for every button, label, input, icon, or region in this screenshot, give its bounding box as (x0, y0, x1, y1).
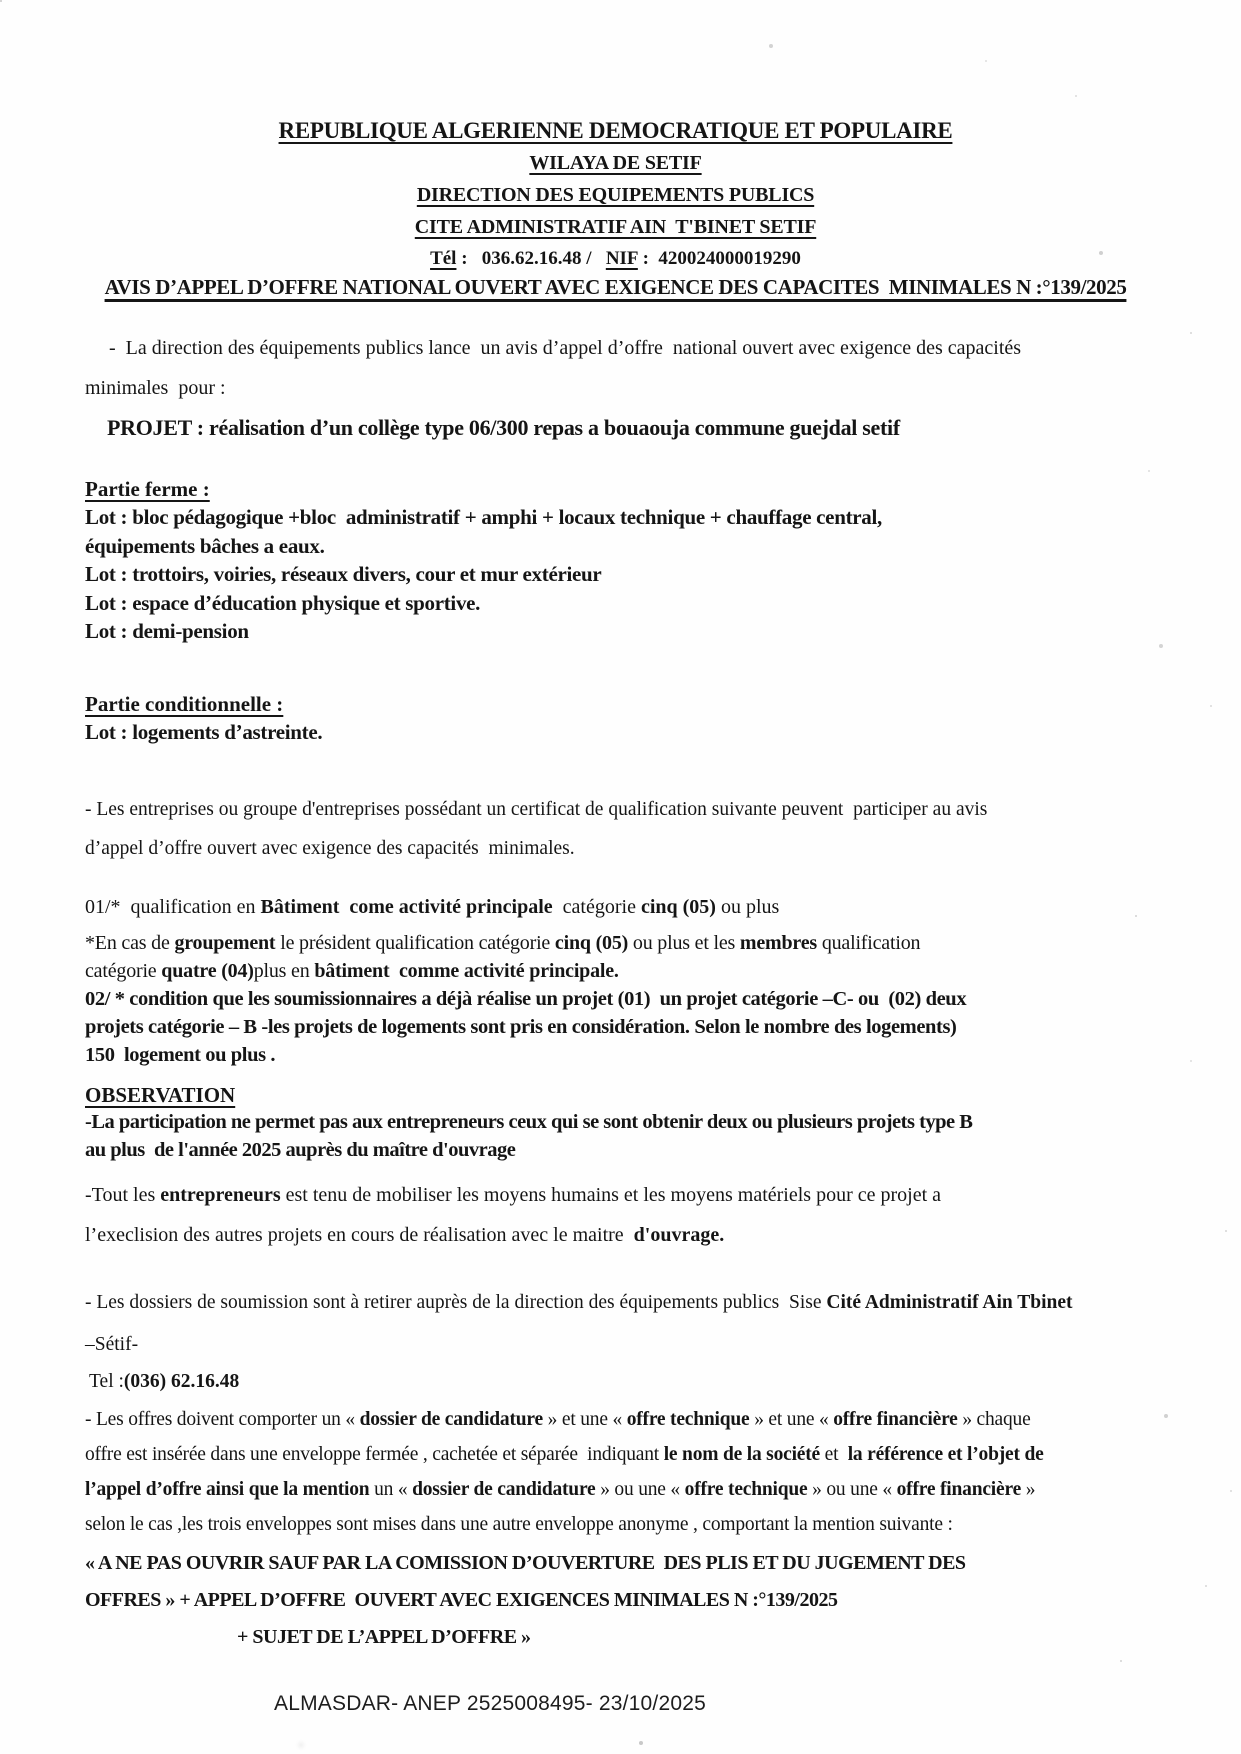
partie-conditionnelle-label: Partie conditionnelle : (85, 691, 284, 716)
condition-02-paragraph (85, 985, 1146, 1069)
offres-l3r4: » (1021, 1479, 1036, 1500)
scan-noise-speckles (0, 0, 2, 2)
qualif1-prefix: 01/* qualification en (85, 896, 261, 918)
mention-line-1: « A NE PAS OUVRIR SAUF PAR LA COMISSION D’OUVERTURE DES PLIS ET DU JUGEMENT DES (85, 1552, 966, 1574)
observation-heading (85, 1082, 1146, 1108)
groupement-paragraph (85, 929, 1146, 985)
nif-label: NIF (605, 248, 638, 269)
mobilisation-l2b1: d'ouvrage. (633, 1224, 725, 1246)
tel2-prefix: Tel : (89, 1371, 124, 1392)
mobilisation-r2: est tenu de mobiliser les moyens humains et les moyens matériels pour ce projet a (280, 1184, 942, 1206)
lot-demi-pension: Lot : demi-pension (85, 619, 249, 643)
qualif1-suffix: ou plus (715, 896, 780, 918)
qualif1-batiment: Bâtiment come activité principale (260, 896, 553, 918)
offres-l1r2: » et une « (542, 1409, 627, 1430)
mobilisation-b1: entrepreneurs (160, 1184, 281, 1206)
tel-line (85, 1366, 1146, 1397)
offres-line-2 (85, 1437, 1146, 1472)
partie-ferme-heading (85, 476, 1146, 503)
groupement-b4: quatre (04) (161, 960, 254, 982)
mobilisation-r1: -Tout les (85, 1184, 161, 1206)
offres-l1r1: - Les offres doivent comporter un « (85, 1409, 360, 1430)
partie-ferme-lots (85, 503, 1146, 646)
envelope-mention (85, 1545, 1146, 1656)
lot-pedagogique-line-2: équipements bâches a eaux. (85, 533, 325, 558)
offres-l2b2: la référence et l’objet de (847, 1444, 1044, 1465)
groupement-b3: membres (739, 932, 818, 954)
partie-conditionnelle-heading (85, 691, 1146, 718)
tel-value: : 036.62.16.48 / (456, 248, 606, 269)
offres-l2r2: et (820, 1444, 848, 1465)
condition-02-line-3: 150 logement ou plus . (85, 1044, 276, 1066)
footer-credit: ALMASDAR- ANEP 2525008495- 23/10/2025 (274, 1692, 706, 1715)
offres-l3r2: » ou une « (595, 1479, 685, 1500)
groupement-b5: bâtiment comme activité principale. (314, 960, 619, 982)
lot-pedagogique-line-1: Lot : bloc pédagogique +bloc administratif + amphi + locaux technique + chauffage central, (85, 505, 882, 529)
offres-l1b3: offre financière (833, 1409, 958, 1430)
entreprises-paragraph (85, 790, 1146, 868)
intro-paragraph (85, 328, 1146, 408)
mobilisation-line-1 (85, 1175, 1146, 1215)
dossiers-address-bold: Cité Administratif Ain Tbinet (826, 1292, 1073, 1313)
offres-l3b3: offre technique (684, 1479, 808, 1500)
tel-label: Tél (430, 248, 457, 269)
groupement-r3: ou plus et les (628, 932, 740, 954)
offres-l1b1: dossier de candidature (359, 1409, 543, 1430)
setif-line: –Sétif- (85, 1334, 139, 1355)
offres-l3r1: un « (369, 1479, 413, 1500)
offres-l3b2: dossier de candidature (412, 1479, 596, 1500)
participation-line-1: -La participation ne permet pas aux entrepreneurs ceux qui se sont obtenir deux ou plusieurs projets type B (85, 1111, 973, 1133)
offres-l2b1: le nom de la société (663, 1444, 820, 1465)
entreprises-line-2: d’appel d’offre ouvert avec exigence des capacités minimales. (85, 838, 575, 859)
offres-line-4: selon le cas ,les trois enveloppes sont mises dans une autre enveloppe anonyme , comportant la mention suivante : (85, 1514, 953, 1535)
lot-trottoirs: Lot : trottoirs, voiries, réseaux divers, cour et mur extérieur (85, 562, 602, 586)
groupement-line-2 (85, 957, 1146, 985)
wilaya-heading: WILAYA DE SETIF (529, 152, 702, 174)
mention-line-3: + SUJET DE L’APPEL D’OFFRE » (237, 1626, 531, 1648)
letterhead (151, 118, 1081, 271)
offres-line-3 (85, 1472, 1146, 1507)
notice-title: AVIS D’APPEL D’OFFRE NATIONAL OUVERT AVEC EXIGENCE DES CAPACITES MINIMALES N :°139/2025 (104, 275, 1127, 299)
groupement-r1: *En cas de (85, 932, 175, 954)
observation-label: OBSERVATION (85, 1083, 236, 1107)
qualif1-categorie: cinq (05) (640, 896, 716, 918)
participation-line-2: au plus de l'année 2025 auprès du maître d'ouvrage (85, 1139, 516, 1161)
mention-line-2: OFFRES » + APPEL D’OFFRE OUVERT AVEC EXIGENCES MINIMALES N :°139/2025 (85, 1589, 838, 1611)
project-title: PROJET : réalisation d’un collège type 06/300 repas a bouaouja commune guejdal setif (107, 415, 900, 440)
offres-paragraph (85, 1402, 1146, 1542)
groupement-line-1 (85, 929, 1146, 957)
groupement-r4: qualification (817, 932, 921, 954)
condition-02-line-2: projets catégorie – B -les projets de logements sont pris en considération. Selon le nombre des logements) (85, 1016, 957, 1038)
participation-note (85, 1108, 1146, 1164)
groupement-r6: plus en (253, 960, 315, 982)
offres-l3r3: » ou une « (807, 1479, 897, 1500)
cite-heading: CITE ADMINISTRATIF AIN T'BINET SETIF (414, 216, 817, 238)
offres-l1b2: offre technique (626, 1409, 750, 1430)
contact-line (151, 247, 1081, 271)
mobilisation-note (85, 1175, 1146, 1255)
intro-line-1: - La direction des équipements publics lance un avis d’appel d’offre national ouvert avec exigence des capacités (109, 337, 1022, 359)
offres-l1r3: » et une « (749, 1409, 834, 1430)
offres-l1r4: » chaque (957, 1409, 1031, 1430)
mobilisation-l2r1: l’execlision des autres projets en cours de réalisation avec le maitre (85, 1224, 634, 1246)
direction-heading: DIRECTION DES EQUIPEMENTS PUBLICS (416, 184, 815, 206)
offres-line-1 (85, 1402, 1146, 1437)
intro-line-2: minimales pour : (85, 377, 226, 399)
qualification-01-line (85, 892, 1146, 922)
nif-value: : 420024000019290 (637, 248, 801, 269)
partie-ferme-label: Partie ferme : (85, 477, 210, 501)
groupement-r2: le président qualification catégorie (275, 932, 555, 954)
qualif1-mid: catégorie (552, 896, 641, 918)
groupement-r5: catégorie (85, 960, 162, 982)
lot-espace-sportif: Lot : espace d’éducation physique et sportive. (85, 590, 481, 615)
offres-l3b4: offre financière (896, 1479, 1022, 1500)
mobilisation-line-2 (85, 1215, 1146, 1255)
condition-02-line-1: 02/ * condition que les soumissionnaires a déjà réalise un projet (01) un projet catégorie –C- ou (02) deux (85, 988, 967, 1010)
groupement-b1: groupement (174, 932, 276, 954)
entreprises-line-1: - Les entreprises ou groupe d'entreprises possédant un certificat de qualification suivante peuvent participer au avis (85, 799, 988, 820)
lot-logements-astreinte: Lot : logements d’astreinte. (85, 719, 323, 744)
offres-l3b1: l’appel d’offre ainsi que la mention (85, 1479, 370, 1500)
tel2-number: (036) 62.16.48 (123, 1371, 240, 1392)
dossiers-line-1 (85, 1282, 1146, 1324)
republic-heading: REPUBLIQUE ALGERIENNE DEMOCRATIQUE ET POPULAIRE (278, 118, 953, 143)
offres-l2r1: offre est insérée dans une enveloppe fermée , cachetée et séparée indiquant (85, 1444, 664, 1465)
groupement-b2: cinq (05) (554, 932, 629, 954)
dossiers-note (85, 1282, 1146, 1397)
dossiers-r1: - Les dossiers de soumission sont à retirer auprès de la direction des équipements publics Sise (85, 1292, 827, 1313)
partie-conditionnelle-lots (85, 718, 1146, 747)
